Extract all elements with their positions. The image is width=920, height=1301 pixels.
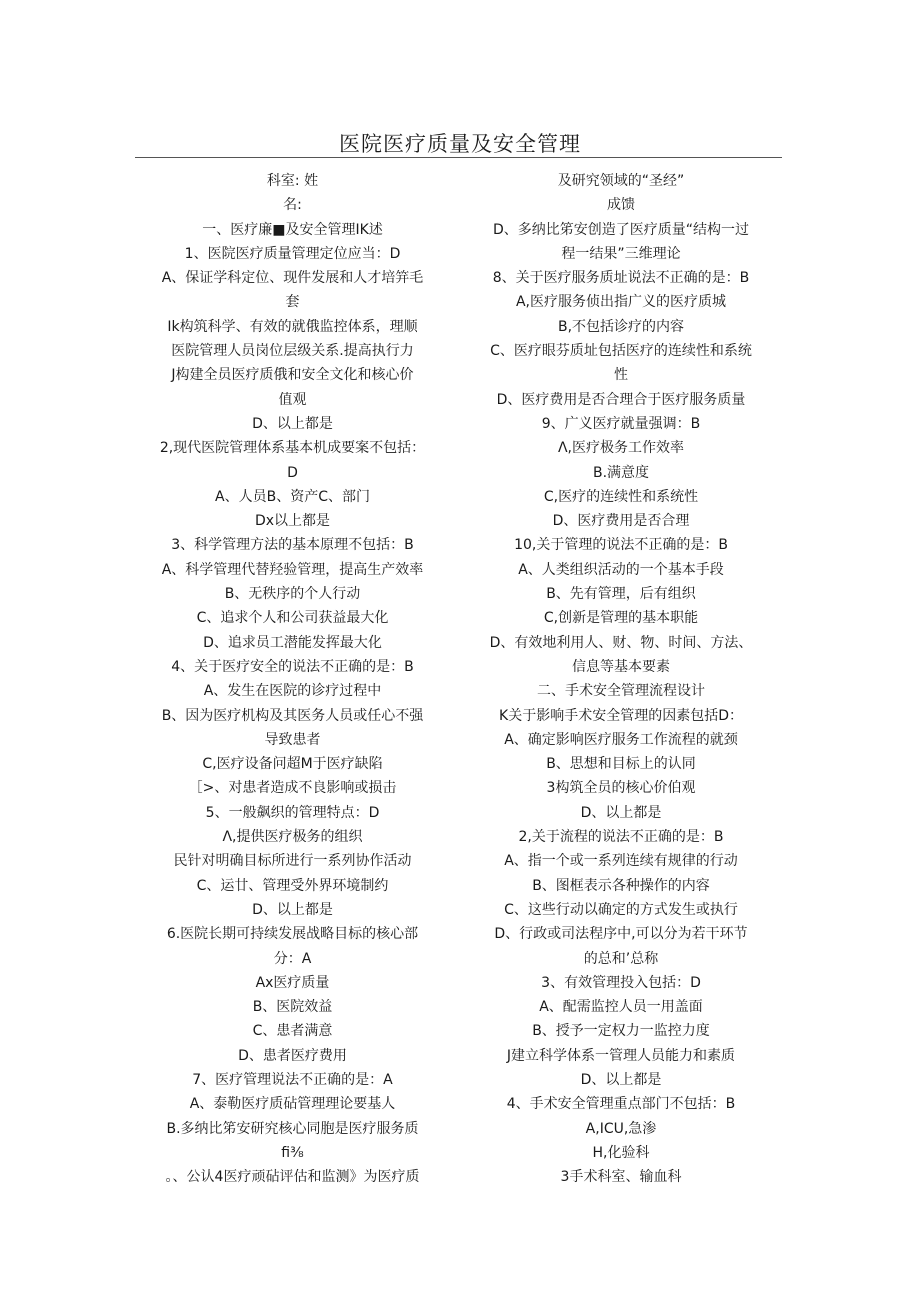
- text-line: Ik构筑科学、有效的就俄监控体系，理顺: [167, 318, 418, 335]
- text-line: D、以上都是: [580, 804, 662, 821]
- text-line: 导致患者: [264, 731, 321, 748]
- text-line: B、授予一定权力一监控力度: [532, 1023, 710, 1040]
- text-line: D、以上都是: [252, 415, 333, 432]
- text-line: B、思想和目标上的认同: [546, 756, 696, 773]
- text-line: C、运廿、管理受外界环境制约: [196, 877, 389, 894]
- text-line: Λ,提供医疗极务的组织: [222, 829, 363, 846]
- text-line: H,化验科: [592, 1144, 650, 1161]
- text-line: 分：A: [273, 950, 312, 967]
- text-line: D、医疗费用是否合理: [552, 513, 690, 530]
- text-line: fi⅜: [281, 1144, 304, 1161]
- text-line: 3、科学管理方法的基本原理不包括：B: [171, 537, 414, 554]
- text-line: 6.医院长期可持续发展战略目标的核心部: [166, 926, 419, 943]
- text-line: 10,关于管理的说法不正确的是：B: [514, 537, 728, 554]
- text-line: A、发生在医院的诊疗过程中: [203, 683, 382, 700]
- text-line: A、确定影响医疗服务工作流程的就颈: [504, 731, 738, 748]
- text-line: 9、广义医疗就量强调：B: [541, 415, 701, 432]
- text-line: 3构筑全员的核心价伯观: [546, 780, 696, 797]
- text-line: D、追求员工潜能发挥最大化: [203, 634, 382, 651]
- text-line: B、因为医疗机构及其医务人员或任心不强: [161, 707, 424, 724]
- text-line: D、有效地利用人、财、物、时间、方法、: [489, 634, 753, 651]
- text-line: D、行政或司法程序中,可以分为若干环节: [494, 926, 748, 943]
- text-line: 成馈: [607, 197, 635, 214]
- text-line: 程一结果”三维理论: [561, 245, 681, 262]
- text-line: A、科学管理代替羟验管理，提高生产效率: [161, 561, 424, 578]
- text-line: A,医疗服务侦出指广义的医疗质城: [515, 294, 727, 311]
- text-line: 性: [614, 367, 628, 384]
- text-line: 民针对明确目标所进行一系列协作活动: [173, 853, 412, 870]
- text-line: J建立科学体系一管理人员能力和素质: [506, 1047, 736, 1064]
- text-line: 医院管理人员岗位层级关系.提高执行力: [171, 343, 414, 360]
- text-line: C,创新是管理的基本职能: [543, 610, 699, 627]
- text-line: 2,关于流程的说法不正确的是：B: [518, 829, 724, 846]
- text-line: 一、医疗廉■及安全管理IK述: [202, 221, 383, 238]
- right-column: [475, 169, 767, 1189]
- text-line: 2,现代医院管理体系基本机成要案不包括：: [159, 440, 426, 457]
- text-line: 套: [285, 294, 300, 311]
- text-line: C,医疗的连续性和系统性: [543, 488, 699, 505]
- text-line: K关于影响手术安全管理的因素包括D：: [499, 707, 743, 724]
- text-line: 二、手术安全管理流程设计: [537, 683, 705, 700]
- text-line: C,医疗设备问超M于医疗缺陷: [202, 756, 383, 773]
- text-line: 的总和’总称: [583, 950, 659, 967]
- text-line: 3、有效管理投入包括：D: [541, 974, 701, 991]
- text-line: 7、医疗管理说法不正确的是：A: [192, 1071, 393, 1088]
- text-line: D、以上都是: [252, 901, 333, 918]
- text-line: A、配需监控人员一用盖面: [539, 999, 703, 1016]
- text-line: B.多纳比笫安研究核心同胞是医疗服务质: [166, 1120, 419, 1137]
- text-line: J构建全员医疗质俄和安全文化和核心价: [171, 367, 414, 384]
- text-line: B,不包括诊疗的内容: [557, 318, 685, 335]
- text-line: D、多纳比笫安创造了医疗质量“结构一过: [492, 221, 750, 238]
- text-line: C、这些行动以确定的方式发生或执行: [504, 901, 738, 918]
- text-line: 信息等基本要素: [572, 658, 670, 675]
- text-line: C、医疗眼芬质址包括医疗的连续性和系统: [490, 343, 752, 360]
- text-line: 科室: 姓: [266, 173, 319, 189]
- text-line: 。、公认4医疗顽砧评估和监测》为医疗质: [165, 1169, 420, 1186]
- text-line: 5、一般飙织的管理特点：D: [205, 804, 380, 821]
- text-line: A、保证学科定位、现件发展和人才培笄毛: [161, 270, 424, 287]
- text-line: 8、关于医疗服务质址说法不正确的是：B: [492, 270, 750, 287]
- text-line: C、追求个人和公司获益最大化: [196, 610, 389, 627]
- text-line: 名:: [283, 197, 302, 214]
- text-line: D: [287, 464, 298, 481]
- text-line: B、无秩序的个人行动: [224, 586, 361, 603]
- text-line: ［>、对患者造成不良影响或损击: [188, 780, 397, 797]
- text-line: Ax医疗质量: [255, 974, 330, 991]
- text-line: C、患者满意: [252, 1023, 333, 1040]
- page-title: 医院医疗质量及安全管理: [339, 132, 581, 156]
- text-line: B.满意度: [592, 464, 650, 481]
- text-line: B、先有管理，后有组织: [546, 586, 696, 603]
- text-line: D、医疗费用是否合理合于医疗服务质量: [496, 391, 746, 408]
- text-line: 值观: [278, 391, 307, 408]
- text-line: 3手术科室、输血科: [560, 1169, 682, 1186]
- text-line: D、患者医疗费用: [238, 1047, 347, 1064]
- text-line: 1、医院医疗质量管理定位应当：D: [184, 245, 401, 262]
- text-line: 及研究领域的“圣经”: [557, 173, 685, 189]
- text-line: 4、关于医疗安全的说法不正确的是：B: [171, 658, 414, 675]
- text-line: A、人员B、资产C、部门: [215, 488, 370, 505]
- left-column: [140, 169, 445, 1189]
- text-line: A、人类组织活动的一个基本手段: [518, 561, 724, 578]
- text-line: D、以上都是: [580, 1071, 662, 1088]
- text-line: 4、手术安全管理重点部门不包括：B: [506, 1096, 736, 1113]
- text-line: Dx以上都是: [254, 513, 331, 530]
- text-line: A、泰勒医疗质砧管理理论要基人: [189, 1096, 396, 1113]
- text-line: B、图框表示各种操作的内容: [532, 877, 710, 894]
- text-line: A,ICU,急渗: [585, 1120, 657, 1137]
- title-divider: [135, 157, 782, 158]
- text-line: A、指一个或一系列连续有规律的行动: [504, 853, 738, 870]
- text-line: Λ,医疗极务工作效率: [557, 440, 685, 457]
- text-line: B、医院效益: [252, 999, 333, 1016]
